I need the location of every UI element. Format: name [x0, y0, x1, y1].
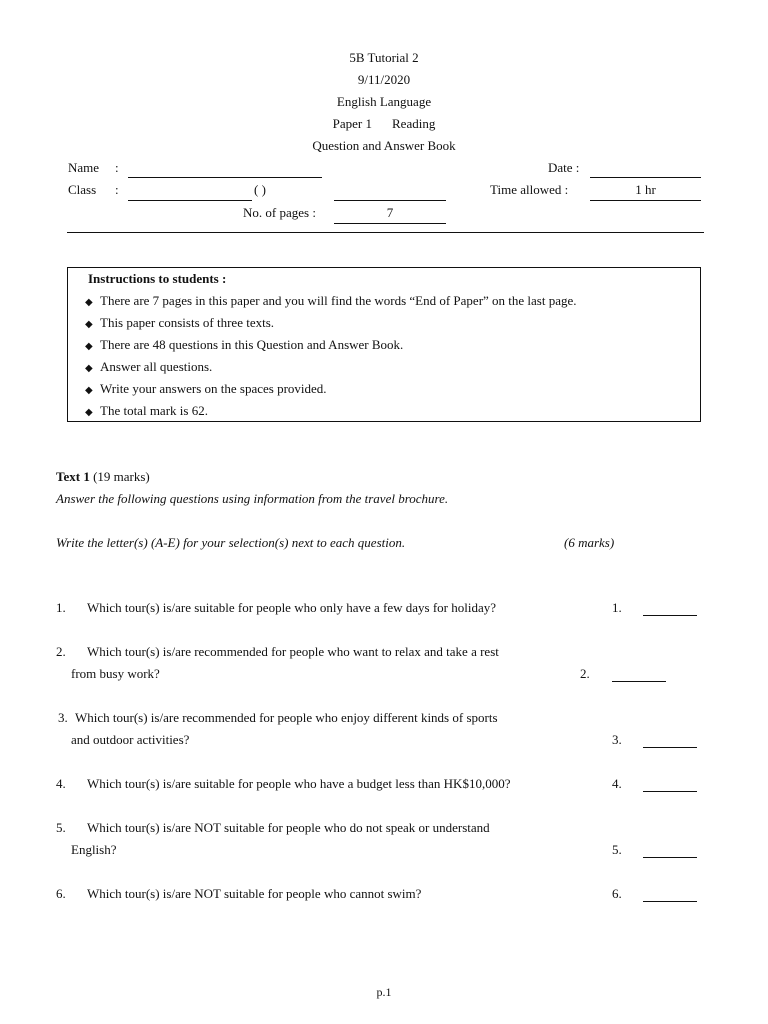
answer-number: 3. [612, 732, 622, 747]
page-number: p.1 [376, 985, 392, 999]
paper-number: Paper 1 [332, 116, 373, 131]
header-divider [67, 232, 704, 233]
answer-number: 1. [612, 600, 622, 615]
question-text: Which tour(s) is/are recommended for people who enjoy different kinds of sports [75, 710, 498, 725]
name-field[interactable] [128, 177, 322, 178]
class-colon: : [115, 182, 119, 197]
date-field[interactable] [590, 177, 701, 178]
text1-heading [56, 469, 150, 485]
instruction-item: ◆ There are 48 questions in this Question and Answer Book. [85, 337, 404, 352]
answer-field[interactable] [643, 901, 697, 902]
question-number: 4. [56, 776, 66, 791]
answer-field[interactable] [612, 681, 666, 682]
diamond-bullet-icon: ◆ [85, 363, 93, 374]
question-number: 1. [56, 600, 66, 615]
diamond-bullet-icon: ◆ [85, 385, 93, 396]
text1-task: Write the letter(s) (A-E) for your selection(s) next to each question. [56, 535, 406, 550]
question-number: 5. [56, 820, 66, 835]
instruction-item: ◆ The total mark is 62. [85, 403, 208, 418]
answer-number: 4. [612, 776, 622, 791]
answer-number: 5. [612, 842, 622, 857]
answer-field[interactable] [643, 857, 697, 858]
time-allowed-value: 1 hr [635, 182, 656, 197]
instruction-item: ◆ There are 7 pages in this paper and you will find the words “End of Paper” on the last page. [85, 293, 577, 308]
instructions-title: Instructions to students : [88, 271, 227, 286]
answer-field[interactable] [643, 747, 697, 748]
instruction-item: ◆ Write your answers on the spaces provided. [85, 381, 327, 396]
paper-title [0, 116, 768, 132]
class-label: Class [68, 182, 97, 197]
class-field[interactable] [128, 200, 252, 201]
diamond-bullet-icon: ◆ [85, 319, 93, 330]
name-colon: : [115, 160, 119, 175]
book-title: Question and Answer Book [312, 138, 456, 153]
exam-date: 9/11/2020 [357, 72, 411, 87]
question-text: Which tour(s) is/are NOT suitable for people who cannot swim? [87, 886, 422, 901]
answer-number: 2. [580, 666, 590, 681]
answer-number: 6. [612, 886, 622, 901]
diamond-bullet-icon: ◆ [85, 407, 93, 418]
paper-name: Reading [392, 116, 436, 131]
text1-task-marks: (6 marks) [564, 535, 615, 550]
question-number: 2. [56, 644, 66, 659]
instructions-box [67, 267, 701, 422]
time-allowed-line [590, 200, 701, 201]
question-text: Which tour(s) is/are recommended for people who want to relax and take a rest [87, 644, 499, 659]
instruction-item: ◆ This paper consists of three texts. [85, 315, 275, 330]
subject-title: English Language [336, 94, 432, 109]
answer-field[interactable] [643, 791, 697, 792]
tutorial-title: 5B Tutorial 2 [349, 50, 419, 65]
question-text: Which tour(s) is/are suitable for people who have a budget less than HK$10,000? [87, 776, 511, 791]
class-extra-line [334, 200, 446, 201]
date-label: Date : [548, 160, 580, 175]
instruction-item: ◆ Answer all questions. [85, 359, 213, 374]
question-text-cont: and outdoor activities? [71, 732, 190, 747]
question-text: Which tour(s) is/are NOT suitable for people who do not speak or understand [87, 820, 490, 835]
pages-label: No. of pages : [243, 205, 316, 220]
question-text-cont: English? [71, 842, 117, 857]
question-text-cont: from busy work? [71, 666, 160, 681]
text1-instruction: Answer the following questions using information from the travel brochure. [56, 491, 449, 506]
name-label: Name [68, 160, 100, 175]
question-number: 6. [56, 886, 66, 901]
pages-value: 7 [386, 205, 394, 220]
question-text: Which tour(s) is/are suitable for people who only have a few days for holiday? [87, 600, 497, 615]
answer-field[interactable] [643, 615, 697, 616]
question-number: 3. [58, 710, 68, 725]
class-number-field[interactable]: ( ) [254, 182, 266, 197]
diamond-bullet-icon: ◆ [85, 297, 93, 308]
pages-line [334, 223, 446, 224]
text1-marks: (19 marks) [93, 469, 150, 484]
diamond-bullet-icon: ◆ [85, 341, 93, 352]
text1-title: Text 1 [56, 469, 90, 484]
time-allowed-label: Time allowed : [490, 182, 569, 197]
